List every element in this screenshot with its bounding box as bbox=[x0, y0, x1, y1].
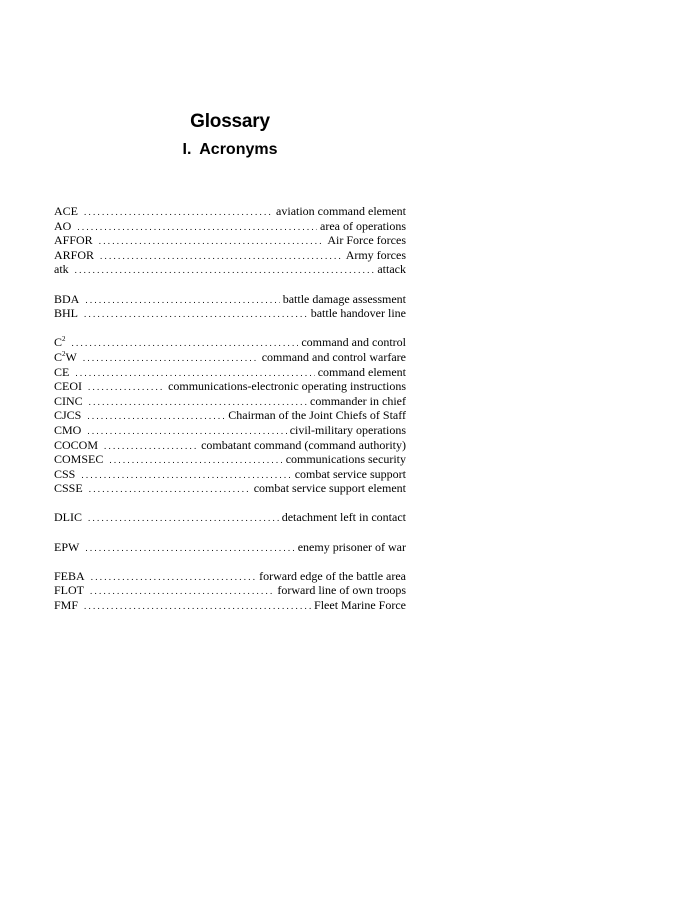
glossary-entry bbox=[54, 598, 406, 613]
glossary-entry bbox=[54, 204, 406, 219]
acronym-definition: forward edge of the battle area bbox=[259, 568, 406, 583]
acronym-definition: battle damage assessment bbox=[282, 291, 406, 306]
acronym-definition: Fleet Marine Force bbox=[314, 598, 406, 613]
acronym-definition: forward line of own troops bbox=[277, 583, 406, 598]
dot-leader bbox=[75, 262, 375, 278]
acronym-term: ACE bbox=[54, 204, 78, 218]
dot-leader bbox=[99, 233, 325, 249]
glossary-entry bbox=[54, 306, 406, 321]
dot-leader bbox=[75, 365, 314, 381]
acronym-list bbox=[54, 204, 406, 627]
acronym-term: BDA bbox=[54, 291, 80, 306]
acronym-definition: combat service support bbox=[294, 466, 406, 481]
acronym-group bbox=[54, 540, 406, 555]
dot-leader bbox=[77, 219, 317, 235]
dot-leader bbox=[83, 350, 259, 366]
acronym-term: AFFOR bbox=[54, 233, 93, 248]
acronym-term: AO bbox=[54, 218, 72, 233]
acronym-definition: Army forces bbox=[345, 247, 406, 262]
glossary-entry bbox=[54, 452, 406, 467]
acronym-term: FEBA bbox=[54, 568, 85, 583]
acronym-group bbox=[54, 335, 406, 496]
glossary-entry bbox=[54, 262, 406, 277]
acronym-term: CINC bbox=[54, 393, 83, 408]
acronym-term: ARFOR bbox=[54, 247, 95, 262]
acronym-group bbox=[54, 204, 406, 277]
acronym-term: CSSE bbox=[54, 481, 83, 496]
acronym-definition: command element bbox=[317, 364, 406, 379]
acronym-term: atk bbox=[54, 262, 69, 277]
acronym-term: FLOT bbox=[54, 583, 84, 598]
section-heading: I. Acronyms bbox=[182, 141, 278, 158]
dot-leader bbox=[100, 248, 343, 264]
glossary-entry bbox=[54, 423, 406, 438]
dot-leader bbox=[84, 204, 273, 220]
glossary-entry bbox=[54, 248, 406, 263]
acronym-term: CSS bbox=[54, 466, 76, 481]
acronym-term: COCOM bbox=[54, 437, 99, 452]
glossary-entry bbox=[54, 408, 406, 423]
acronym-definition: Chairman of the Joint Chiefs of Staff bbox=[228, 408, 406, 423]
glossary-entry bbox=[54, 540, 406, 555]
dot-leader bbox=[91, 569, 256, 585]
acronym-group bbox=[54, 510, 406, 525]
acronym-term: CE bbox=[54, 364, 70, 379]
acronym-definition: attack bbox=[377, 262, 406, 277]
acronym-definition: command and control warfare bbox=[261, 349, 406, 364]
dot-leader bbox=[87, 423, 286, 439]
dot-leader bbox=[89, 394, 307, 410]
acronym-definition: communications security bbox=[285, 452, 406, 467]
glossary-entry bbox=[54, 350, 406, 365]
dot-leader bbox=[104, 438, 198, 454]
dot-leader bbox=[88, 510, 279, 526]
acronym-term: EPW bbox=[54, 539, 80, 554]
glossary-entry bbox=[54, 569, 406, 584]
dot-leader bbox=[72, 335, 299, 351]
acronym-definition: commander in chief bbox=[310, 393, 406, 408]
dot-leader bbox=[109, 452, 282, 468]
acronym-definition: battle handover line bbox=[310, 306, 406, 321]
glossary-entry bbox=[54, 219, 406, 234]
acronym-definition: aviation command element bbox=[276, 204, 406, 218]
acronym-definition: area of operations bbox=[320, 218, 406, 233]
dot-leader bbox=[87, 408, 225, 424]
dot-leader bbox=[84, 306, 308, 322]
page-title: Glossary bbox=[190, 111, 270, 132]
acronym-group bbox=[54, 292, 406, 321]
dot-leader bbox=[85, 540, 294, 556]
glossary-entry bbox=[54, 438, 406, 453]
glossary-entry bbox=[54, 335, 406, 350]
glossary-entry bbox=[54, 292, 406, 307]
acronym-term: CJCS bbox=[54, 408, 82, 423]
acronym-term: BHL bbox=[54, 306, 78, 321]
glossary-entry bbox=[54, 510, 406, 525]
acronym-definition: communications-electronic operating instructions bbox=[168, 379, 406, 394]
acronym-term: FMF bbox=[54, 598, 79, 613]
glossary-entry bbox=[54, 583, 406, 598]
acronym-superscript: 2 bbox=[62, 335, 66, 344]
dot-leader bbox=[88, 379, 165, 395]
acronym-term: CMO bbox=[54, 422, 82, 437]
acronym-group bbox=[54, 569, 406, 613]
acronym-term: DLIC bbox=[54, 510, 82, 525]
dot-leader bbox=[81, 467, 291, 483]
dot-leader bbox=[85, 292, 279, 308]
acronym-definition: detachment left in contact bbox=[281, 510, 406, 525]
glossary-entry bbox=[54, 233, 406, 248]
acronym-term: $C^2W$ bbox=[54, 349, 77, 364]
dot-leader bbox=[90, 583, 274, 599]
acronym-definition: Air Force forces bbox=[327, 233, 406, 248]
acronym-superscript: 2 bbox=[62, 349, 66, 358]
acronym-definition: civil-military operations bbox=[289, 422, 406, 437]
acronym-definition: combatant command (command authority) bbox=[201, 437, 406, 452]
glossary-entry bbox=[54, 481, 406, 496]
acronym-definition: enemy prisoner of war bbox=[297, 539, 406, 554]
glossary-entry bbox=[54, 379, 406, 394]
glossary-entry bbox=[54, 365, 406, 380]
dot-leader bbox=[89, 481, 251, 497]
glossary-entry bbox=[54, 394, 406, 409]
acronym-term: $C^2$ bbox=[54, 335, 66, 350]
acronym-term: COMSEC bbox=[54, 452, 104, 467]
acronym-definition: command and control bbox=[301, 335, 406, 350]
glossary-entry bbox=[54, 467, 406, 482]
dot-leader bbox=[84, 598, 311, 614]
acronym-definition: combat service support element bbox=[253, 481, 406, 496]
acronym-term: CEOI bbox=[54, 379, 82, 394]
